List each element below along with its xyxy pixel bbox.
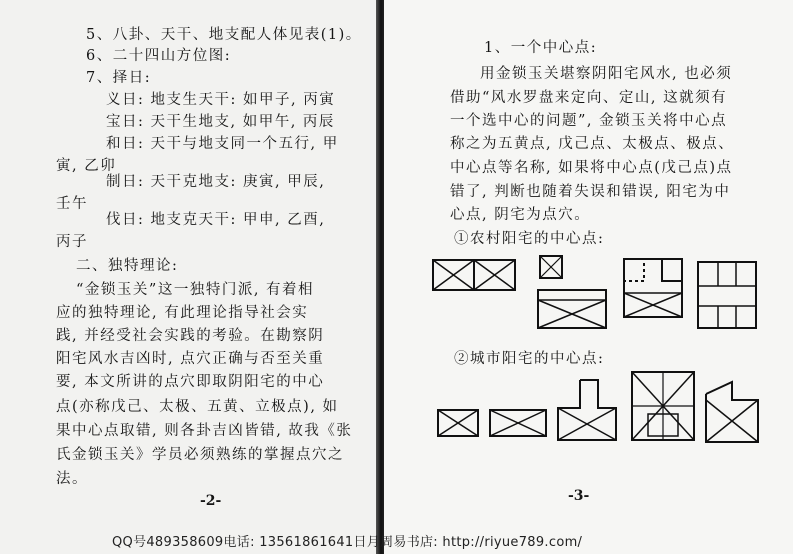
text-line: 一个选中心的问题”, 金锁玉关将中心点 bbox=[450, 113, 728, 129]
city-house-diagram-3 bbox=[556, 378, 618, 442]
text-line: 错了, 判断也随着失误和错误, 阳宅为中 bbox=[450, 184, 731, 200]
text-line: 7、择日: bbox=[86, 70, 152, 86]
city-house-diagram-2 bbox=[488, 408, 548, 438]
footer-watermark-text: QQ号489358609电话: 13561861641日月周易书店: http://riyue789.com/ bbox=[112, 535, 583, 550]
rural-house-diagram-3 bbox=[622, 257, 684, 319]
city-house-diagram-4 bbox=[630, 370, 696, 442]
text-line: 要, 本文所讲的点穴即取阴阳宅的中心 bbox=[56, 374, 325, 390]
subsection-heading: ①农村阳宅的中心点: bbox=[454, 231, 605, 247]
text-line: 氏金锁玉关》学员必须熟练的掌握点穴之 bbox=[56, 447, 344, 463]
text-line: 制日: 天干克地支: 庚寅, 甲辰, bbox=[106, 174, 326, 190]
text-line: 寅, 乙卯 bbox=[56, 158, 117, 174]
text-line: 果中心点取错, 则各卦吉凶皆错, 故我《张 bbox=[56, 423, 353, 439]
text-line: 法。 bbox=[56, 471, 88, 487]
text-line: 践, 并经受社会实践的考验。在勘察阴 bbox=[56, 328, 325, 344]
text-line: 和日: 天干与地支同一个五行, 甲 bbox=[106, 136, 339, 152]
text-line: 宝日: 天干生地支, 如甲午, 丙辰 bbox=[106, 114, 335, 130]
left-page bbox=[0, 0, 380, 554]
section-heading: 1、一个中心点: bbox=[484, 40, 598, 56]
text-line: 6、二十四山方位图: bbox=[86, 48, 232, 64]
text-line: 壬午 bbox=[56, 196, 88, 212]
rural-house-diagram-2 bbox=[536, 254, 608, 332]
text-line: 点(亦称戊己、太极、五黄、立极点), 如 bbox=[56, 399, 339, 415]
page-number: -2- bbox=[200, 493, 222, 509]
text-line: 伐日: 地支克天干: 甲申, 乙酉, bbox=[106, 212, 326, 228]
text-line: “金锁玉关”这一独特门派, 有着相 bbox=[76, 282, 315, 298]
text-line: 借助“风水罗盘来定向、定山, 这就须有 bbox=[450, 90, 728, 106]
page-number: -3- bbox=[568, 488, 590, 504]
text-line: 中心点等名称, 如果将中心点(戊己点)点 bbox=[450, 160, 733, 176]
text-line: 阳宅风水吉凶时, 点穴正确与否至关重 bbox=[56, 351, 325, 367]
text-line: 用金锁玉关堪察阴阳宅风水, 也必须 bbox=[480, 66, 733, 82]
rural-house-diagram-4 bbox=[696, 260, 758, 332]
text-line: 义日: 地支生天干: 如甲子, 丙寅 bbox=[106, 92, 336, 108]
text-line: 称之为五黄点, 戊己点、太极点、极点、 bbox=[450, 136, 735, 152]
city-house-diagram-1 bbox=[436, 408, 480, 438]
section-heading: 二、独特理论: bbox=[76, 258, 179, 274]
right-page bbox=[384, 0, 793, 554]
text-line: 5、八卦、天干、地支配人体见表(1)。 bbox=[86, 27, 362, 43]
text-line: 丙子 bbox=[56, 234, 88, 250]
rural-house-diagram-1 bbox=[432, 258, 516, 294]
city-house-diagram-5 bbox=[704, 380, 760, 444]
text-line: 应的独特理论, 有此理论指导社会实 bbox=[56, 305, 309, 321]
subsection-heading: ②城市阳宅的中心点: bbox=[454, 351, 605, 367]
text-line: 心点, 阴宅为点穴。 bbox=[450, 207, 591, 223]
